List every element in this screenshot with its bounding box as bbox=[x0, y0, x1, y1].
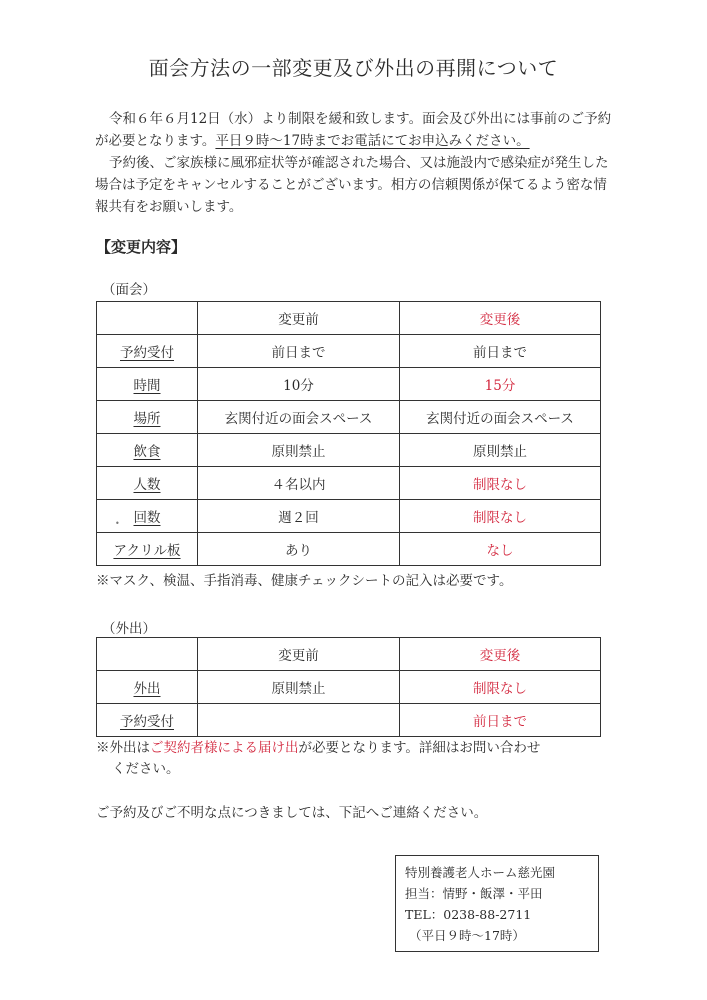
table-row bbox=[97, 704, 601, 737]
scan-speck: • bbox=[115, 519, 120, 528]
table-row bbox=[97, 533, 601, 566]
table-row bbox=[97, 401, 601, 434]
row-label: 飲食 bbox=[97, 434, 198, 467]
row-label: 予約受付 bbox=[97, 704, 198, 737]
page-title: 面会方法の一部変更及び外出の再開について bbox=[148, 56, 559, 80]
header-empty-cell bbox=[97, 638, 198, 671]
contact-hours: （平日９時～17時） bbox=[409, 928, 525, 943]
cell-before: 原則禁止 bbox=[198, 434, 400, 467]
outing-note-prefix: ※外出は bbox=[96, 740, 150, 756]
row-label: 外出 bbox=[97, 671, 198, 704]
table-header-row bbox=[97, 638, 601, 671]
row-label: 場所 bbox=[97, 401, 198, 434]
outing-note-suffix: が必要となります。詳細はお問い合わせ bbox=[298, 740, 541, 756]
cell-before: 原則禁止 bbox=[198, 671, 400, 704]
cell-after: 玄関付近の面会スペース bbox=[400, 401, 601, 434]
contact-org: 特別養護老人ホーム慈光園 bbox=[405, 865, 556, 880]
cell-before bbox=[198, 704, 400, 737]
table-row bbox=[97, 434, 601, 467]
outing-note-continuation: ください。 bbox=[112, 761, 180, 777]
visit-table bbox=[96, 301, 601, 566]
cell-after: 前日まで bbox=[400, 704, 601, 737]
row-label: アクリル板 bbox=[97, 533, 198, 566]
intro-paragraph-1 bbox=[95, 108, 615, 152]
table-row bbox=[97, 368, 601, 401]
row-label: 予約受付 bbox=[97, 335, 198, 368]
visit-note: ※マスク、検温、手指消毒、健康チェックシートの記入は必要です。 bbox=[96, 573, 513, 589]
cell-after: 制限なし bbox=[400, 671, 601, 704]
intro-text: 令和６年６月12日（水）より制限を緩和致します。面会及び外出には事前のご予約が必要となります。 bbox=[95, 111, 612, 149]
row-label: 人数 bbox=[97, 467, 198, 500]
cell-after: 原則禁止 bbox=[400, 434, 601, 467]
outing-label: （外出） bbox=[102, 621, 156, 637]
cell-after: 前日まで bbox=[400, 335, 601, 368]
cell-before: 前日まで bbox=[198, 335, 400, 368]
intro-hours-text: 平日９時～17時までお電話にてお申込みください。 bbox=[215, 133, 530, 149]
header-after: 変更後 bbox=[400, 302, 601, 335]
row-label: 時間 bbox=[97, 368, 198, 401]
table-row bbox=[97, 467, 601, 500]
cell-before: 週２回 bbox=[198, 500, 400, 533]
visit-label: （面会） bbox=[102, 282, 156, 298]
contact-box bbox=[395, 855, 599, 952]
table-row bbox=[97, 671, 601, 704]
cell-before: 玄関付近の面会スペース bbox=[198, 401, 400, 434]
outing-note bbox=[96, 738, 576, 780]
intro-paragraph-2: 予約後、ご家族様に風邪症状等が確認された場合、又は施設内で感染症が発生した場合は予定をキャンセルすることがございます。相方の信頼関係が保てるよう密な情報共有をお願いします。 bbox=[95, 155, 609, 215]
cell-after: 15分 bbox=[400, 368, 601, 401]
section-heading: 【変更内容】 bbox=[96, 238, 187, 256]
header-before: 変更前 bbox=[198, 302, 400, 335]
contact-tel: TEL：0238-88-2711 bbox=[405, 907, 532, 922]
table-row bbox=[97, 335, 601, 368]
cell-before: あり bbox=[198, 533, 400, 566]
cell-after: なし bbox=[400, 533, 601, 566]
outing-note-highlight: ご契約者様による届け出 bbox=[150, 740, 299, 756]
header-empty-cell bbox=[97, 302, 198, 335]
cell-after: 制限なし bbox=[400, 500, 601, 533]
header-before: 変更前 bbox=[198, 638, 400, 671]
table-row bbox=[97, 500, 601, 533]
cell-before: ４名以内 bbox=[198, 467, 400, 500]
closing-text: ご予約及びご不明な点につきましては、下記へご連絡ください。 bbox=[96, 805, 488, 821]
row-label: 回数 bbox=[97, 500, 198, 533]
outing-table bbox=[96, 637, 601, 737]
table-header-row bbox=[97, 302, 601, 335]
contact-staff: 担当：情野・飯澤・平田 bbox=[405, 886, 543, 901]
cell-after: 制限なし bbox=[400, 467, 601, 500]
cell-before: 10分 bbox=[198, 368, 400, 401]
header-after: 変更後 bbox=[400, 638, 601, 671]
